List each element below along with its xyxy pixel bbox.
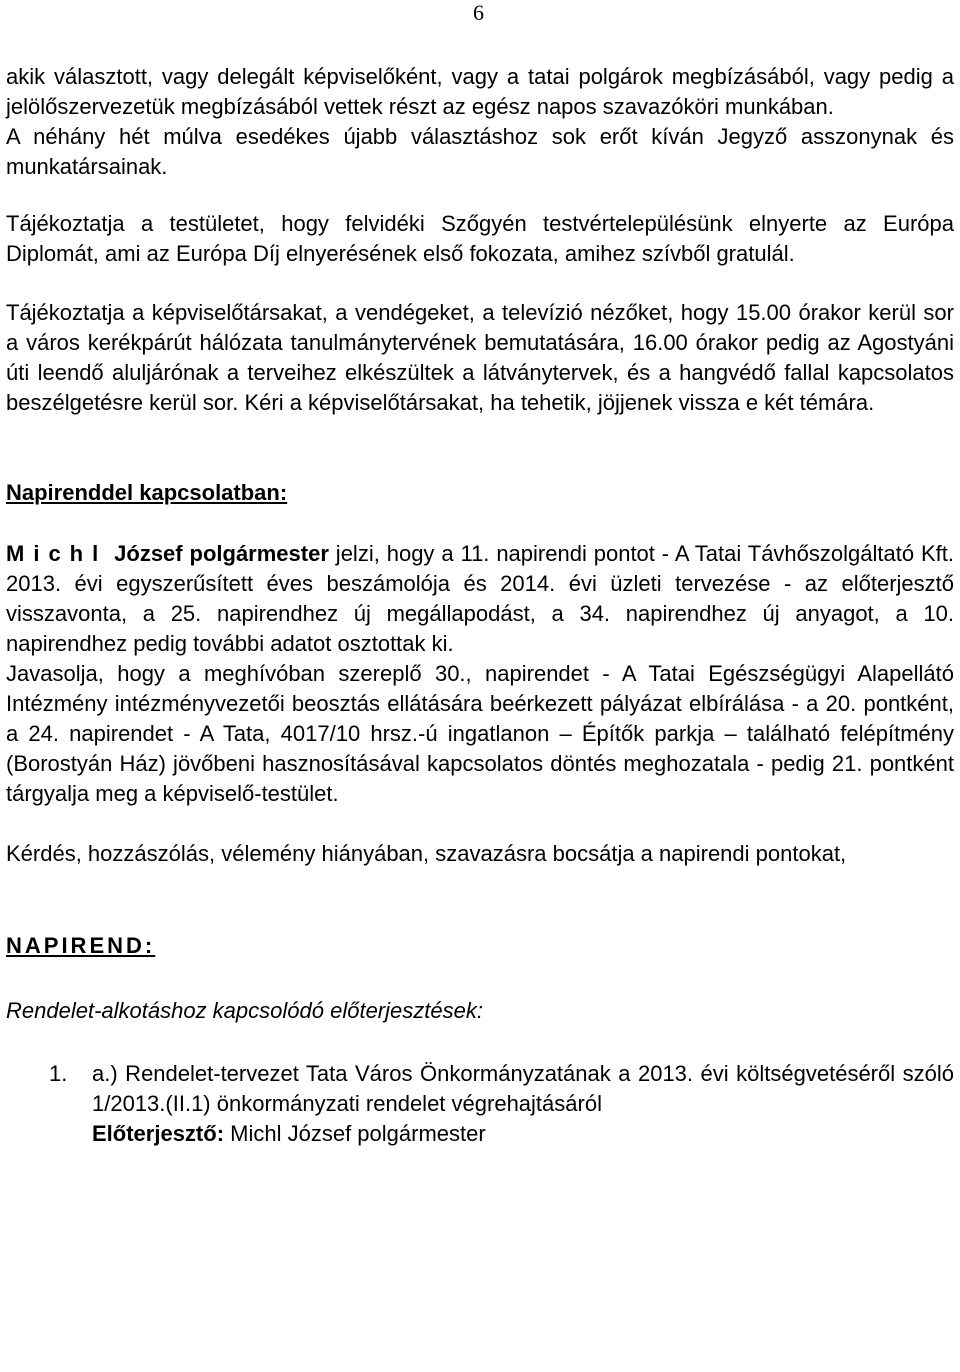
section-title: Rendelet-alkotáshoz kapcsolódó előterjesztések: <box>6 998 483 1023</box>
agenda-heading-text: Napirenddel kapcsolatban: <box>6 480 288 505</box>
speaker-paragraph <box>6 539 954 659</box>
paragraph-europe-diploma: Tájékoztatja a testületet, hogy felvidéki Szőgyén testvértelepülésünk elnyerte az Európa Diplomát, ami az Európa Díj elnyerésének első fokozata, amihez szívből gratulál. <box>6 211 954 266</box>
speaker-proposal: Javasolja, hogy a meghívóban szereplő 30., napirendet - A Tatai Egészségügyi Alapellátó Intézmény intézményvezetői beosztás ellátására beérkezett pályázat elbírálása - a 20. pontként, a 24. napirendet - A Tata, 4017/10 hrsz.-ú ingatlanon – Építők parkja – található felépítmény (Borostyán Ház) jövőbeni hasznosításával kapcsolatos döntés meghozatala - pedig 21. pontként tárgyalja meg a képviselő-testület. <box>6 661 954 806</box>
paragraph-voting-thanks: akik választott, vagy delegált képviselőként, vagy a tatai polgárok megbízásából, vagy pedig a jelölőszervezetük megbízásából vettek részt az egész napos szavazóköri munkában. <box>6 64 954 119</box>
agenda-heading <box>6 478 954 508</box>
napirend-title: NAPIREND: <box>6 933 156 958</box>
list-item-text: a.) Rendelet-tervezet Tata Város Önkormányzatának a 2013. évi költségvetéséről szóló 1/2013.(II.1) önkormányzati rendelet végrehajtásáról <box>92 1061 954 1116</box>
list-item-body <box>92 1059 954 1149</box>
vote-paragraph: Kérdés, hozzászólás, vélemény hiányában, szavazásra bocsátja a napirendi pontokat, <box>6 841 847 866</box>
agenda-list-item <box>49 1059 954 1149</box>
paragraph-election-note: A néhány hét múlva esedékes újabb választáshoz sok erőt kíván Jegyző asszonynak és munkatársainak. <box>6 124 954 179</box>
speaker-statement: jelzi, hogy a 11. napirendi pontot - A Tatai Távhőszolgáltató Kft. 2013. évi egyszerűsített éves beszámolója és 2014. évi üzleti tervezése - az előterjesztő visszavonta, a 25. napirendhez új megállapodást, a 34. napirendhez új anyagot, a 10. napirendhez pedig további adatot osztottak ki. <box>6 541 954 656</box>
napirend-heading <box>6 931 954 961</box>
speaker-title: József polgármester <box>114 541 329 566</box>
document-body <box>6 62 954 1149</box>
rapporteur-name: Michl József polgármester <box>224 1121 486 1146</box>
paragraph-presentations: Tájékoztatja a képviselőtársakat, a vendégeket, a televízió nézőket, hogy 15.00 órakor kerül sor a város kerékpárút hálózata tanulmánytervének bemutatására, 16.00 órakor pedig az Agostyáni úti leendő aluljárónak a terveihez elkészültek a látványtervek, és a hangvédő fallal kapcsolatos beszélgetésre kerül sor. Kéri a képviselőtársakat, ha tehetik, jöjjenek vissza e két témára. <box>6 300 954 415</box>
speaker-surname: Michl <box>6 541 108 566</box>
rapporteur-label: Előterjesztő: <box>92 1121 225 1146</box>
page-number: 6 <box>473 0 484 25</box>
list-item-number: 1. <box>49 1061 68 1086</box>
list-item-rapporteur <box>92 1119 954 1149</box>
